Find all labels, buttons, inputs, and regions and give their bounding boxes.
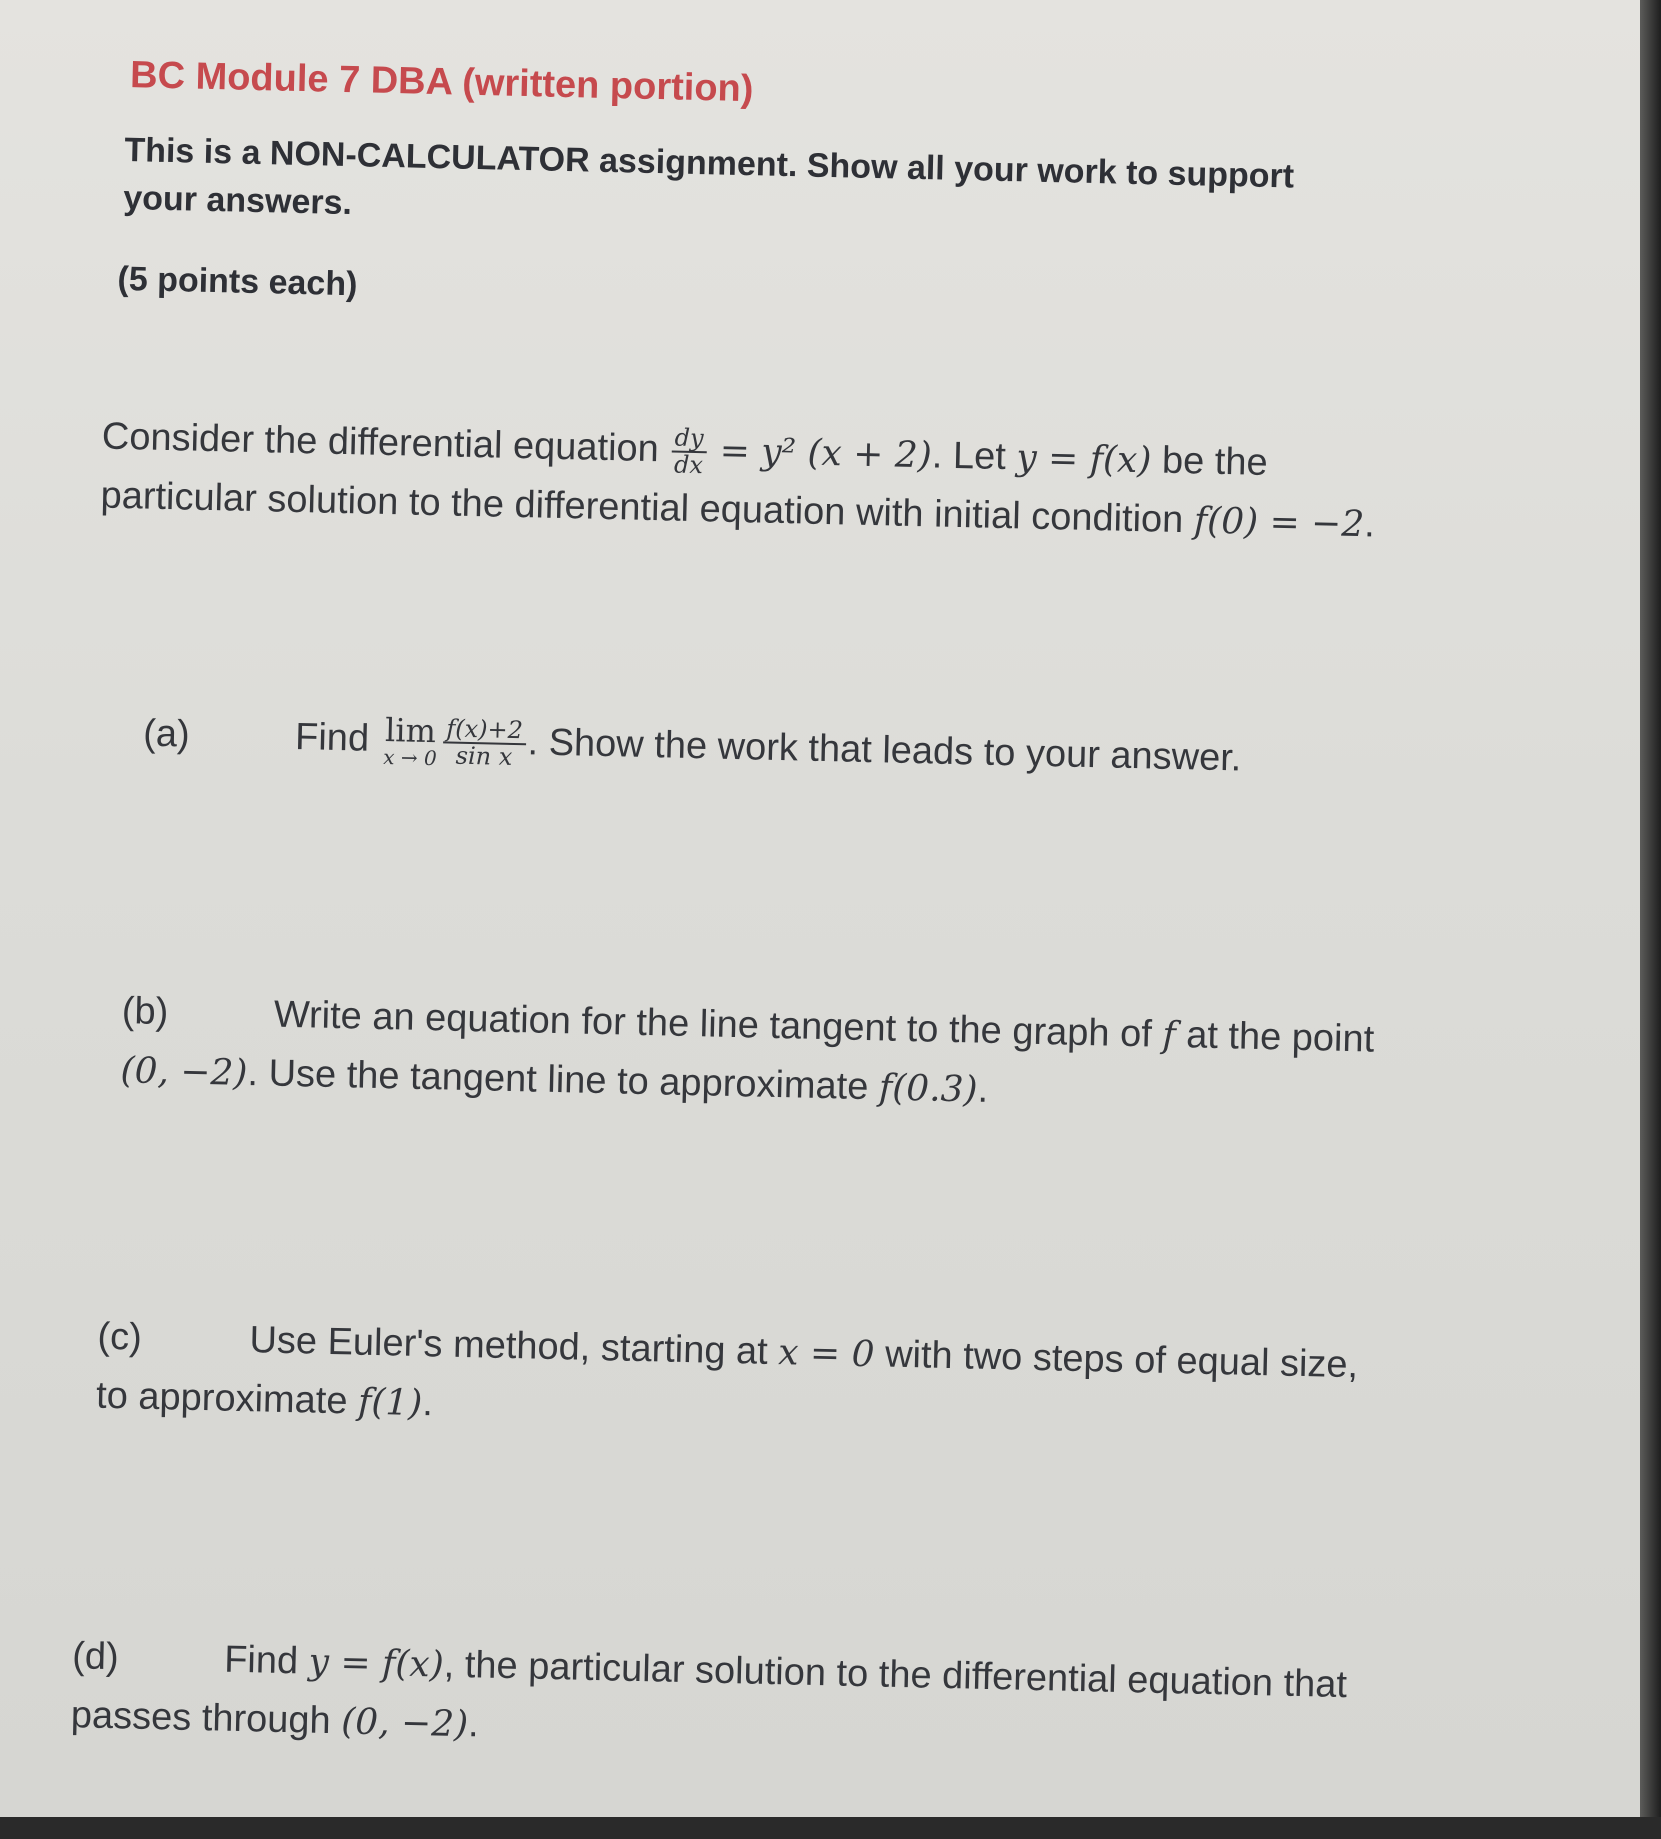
part-b-text-4: . bbox=[977, 1068, 989, 1111]
part-b bbox=[120, 982, 1412, 1129]
part-a-label: (a) bbox=[142, 712, 191, 756]
problem-intro bbox=[100, 408, 1402, 555]
x-equals-0: x = 0 bbox=[777, 1332, 876, 1376]
part-c bbox=[96, 1308, 1388, 1455]
lim-subscript: x → 0 bbox=[382, 745, 437, 771]
part-a-text-2: . Show the work that leads to your answer. bbox=[527, 721, 1242, 780]
part-d bbox=[70, 1627, 1362, 1774]
limit-fraction bbox=[442, 716, 526, 770]
equation-rhs: = y² (x + 2) bbox=[707, 430, 933, 477]
initial-condition: f(0) = −2 bbox=[1193, 500, 1365, 546]
intro-text-2: . Let bbox=[931, 434, 1017, 479]
part-c-text-2: with two steps of equal size, to approximate bbox=[95, 1333, 1359, 1423]
part-d-text-1: Find bbox=[223, 1638, 310, 1683]
intro-text-3: be the particular solution to the differential equation with initial condition bbox=[100, 439, 1269, 542]
monitor-bezel-edge bbox=[1640, 0, 1661, 1817]
initial-point: (0, −2) bbox=[340, 1701, 469, 1746]
part-b-text-3: . Use the tangent line to approximate bbox=[247, 1052, 880, 1109]
part-d-label: (d) bbox=[71, 1635, 120, 1679]
part-d-text-3: . bbox=[467, 1703, 480, 1746]
tangent-point: (0, −2) bbox=[120, 1050, 248, 1095]
limit-denominator: sin x bbox=[455, 741, 513, 771]
intro-text-4: . bbox=[1363, 503, 1376, 546]
part-c-text-1: Use Euler's method, starting at bbox=[249, 1319, 779, 1374]
part-b-label: (b) bbox=[121, 990, 169, 1034]
part-a-text-1: Find bbox=[294, 716, 381, 760]
instructions: This is a NON-CALCULATOR assignment. Show all your work to support your answers. bbox=[122, 130, 1295, 223]
dy-dx-fraction bbox=[671, 425, 707, 478]
dx-denominator: dx bbox=[673, 450, 704, 480]
y-equals-f-of-x: y = f(x) bbox=[1015, 437, 1152, 482]
part-c-label: (c) bbox=[97, 1315, 143, 1359]
f-of-1: f(1) bbox=[357, 1381, 423, 1425]
y-equals-f-of-x-d: y = f(x) bbox=[308, 1641, 445, 1686]
intro-text-1: Consider the differential equation bbox=[101, 415, 670, 471]
part-b-text-2: at the point bbox=[1175, 1014, 1375, 1061]
limit-numerator: f(x)+2 bbox=[443, 716, 526, 745]
dy-numerator: dy bbox=[671, 425, 707, 453]
f-symbol: f bbox=[1161, 1014, 1177, 1057]
part-d-text-2: , the particular solution to the differential equation that passes through bbox=[70, 1643, 1348, 1743]
limit-operator bbox=[382, 710, 438, 771]
page-title: BC Module 7 DBA (written portion) bbox=[129, 54, 754, 111]
part-b-text-1: Write an equation for the line tangent to the graph of bbox=[273, 993, 1163, 1056]
f-of-0-3: f(0.3) bbox=[878, 1067, 979, 1111]
lim-word: lim bbox=[384, 710, 437, 750]
points-note: (5 points each) bbox=[117, 259, 358, 304]
part-c-text-3: . bbox=[421, 1382, 434, 1425]
part-a bbox=[143, 705, 1434, 793]
